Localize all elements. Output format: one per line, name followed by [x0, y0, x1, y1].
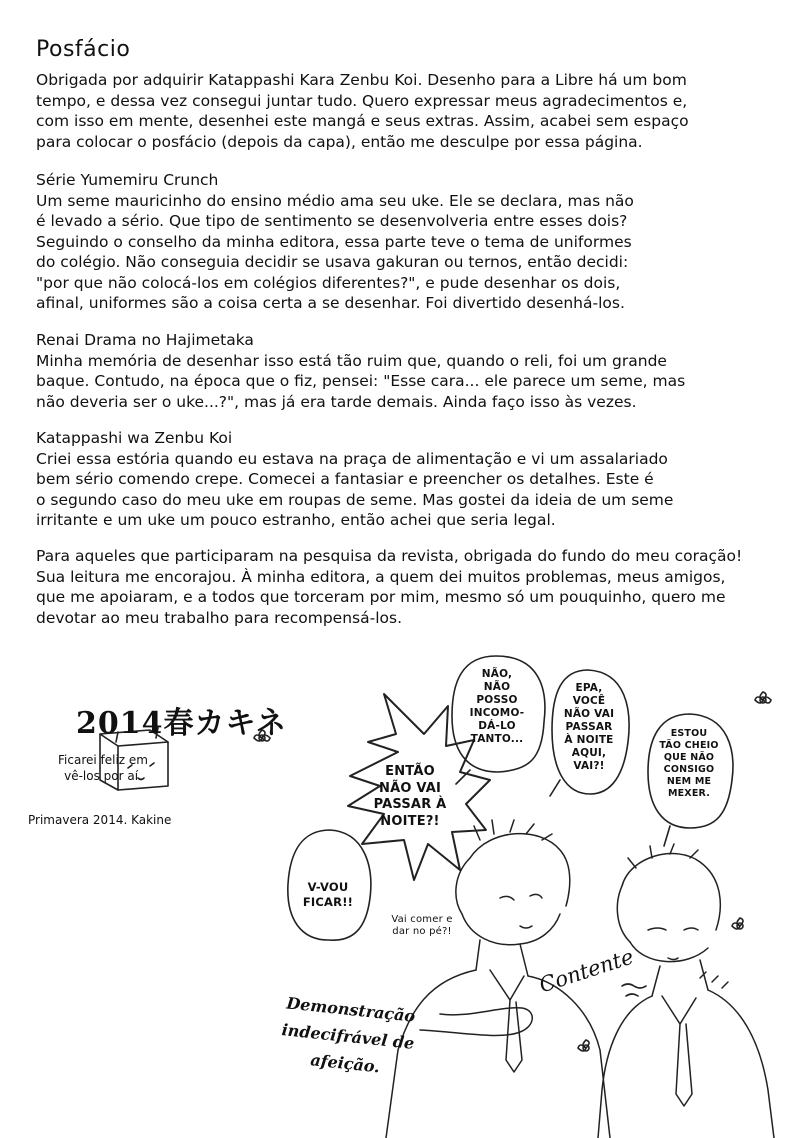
bubble-line: QUE NÃO	[663, 752, 715, 763]
aside-vai-comer	[382, 914, 462, 938]
thanks-line: Para aqueles que participaram na pesquisa da revista, obrigada do fundo do meu coração!	[36, 547, 743, 565]
section-heading: Katappashi wa Zenbu Koi	[36, 429, 233, 447]
flower-icon	[732, 918, 743, 929]
bubble-line: NÃO VAI	[563, 708, 615, 720]
bubble-line: AQUI,	[571, 747, 607, 759]
note-primavera: Primavera 2014. Kakine	[28, 813, 172, 827]
thanks-line: Sua leitura me encorajou. À minha editora, a quem dei muitos problemas, meus amigos,	[36, 567, 726, 586]
section-line: do colégio. Não conseguia decidir se usava gakuran ou ternos, então decidi:	[36, 253, 629, 271]
bubble-estou	[653, 728, 725, 800]
thanks-paragraph	[36, 546, 766, 628]
bubble-line: NEM ME	[666, 776, 712, 787]
bubble-line: NÃO VAI	[379, 780, 441, 796]
section-line: "por que não colocá-los em colégios diferentes?", e pude desenhar os dois,	[36, 273, 621, 292]
intro-line: para colocar o posfácio (depois da capa), então me desculpe por essa página.	[36, 132, 643, 151]
bubble-line: NÃO,	[481, 668, 513, 680]
bubble-line: ESTOU	[670, 728, 708, 739]
section-line: é levado a sério. Que tipo de sentimento se desenvolveria entre esses dois?	[36, 212, 628, 230]
bubble-nao	[462, 668, 532, 746]
manga-illustration	[0, 630, 800, 1138]
caption-line: indecifrável de	[280, 1020, 416, 1053]
bubble-line: À NOITE	[564, 734, 614, 746]
caption-line: Demonstração	[285, 993, 417, 1026]
section-heading: Série Yumemiru Crunch	[36, 171, 219, 189]
bubble-line: PASSAR	[565, 721, 613, 733]
aside-line: dar no pé?!	[392, 926, 452, 937]
thanks-line: devotar ao meu trabalho para recompensá-los.	[36, 608, 402, 627]
section-heading: Renai Drama no Hajimetaka	[36, 331, 254, 349]
intro-paragraph	[36, 70, 766, 152]
bubble-line: MEXER.	[667, 788, 711, 799]
bubble-line: NÃO	[483, 681, 511, 693]
bubble-line: VAI?!	[573, 760, 605, 772]
flower-icon	[755, 692, 771, 703]
caption-line: afeição.	[309, 1050, 381, 1077]
bubble-line: CONSIGO	[663, 764, 715, 775]
intro-line: tempo, e dessa vez consegui juntar tudo. Quero expressar meus agradecimentos e,	[36, 91, 688, 110]
section-line: Um seme mauricinho do ensino médio ama seu uke. Ele se declara, mas não	[36, 191, 634, 210]
bubble-line: INCOMO-	[469, 707, 525, 719]
bubble-entao	[360, 764, 460, 830]
character-uke	[598, 844, 774, 1138]
intro-line: com isso em mente, desenhei este mangá e seus extras. Assim, acabei sem espaço	[36, 112, 689, 130]
bubble-line: EPA,	[575, 682, 603, 694]
section-line: não deveria ser o uke...?", mas já era tarde demais. Ainda faço isso às vezes.	[36, 392, 637, 411]
flower-icon	[578, 1040, 589, 1051]
bubble-line: TANTO...	[470, 733, 524, 745]
section-line: baque. Contudo, na época que o fiz, pensei: "Esse cara... ele parece um seme, mas	[36, 372, 686, 390]
section-line: irritante e um uke um pouco estranho, então achei que seria legal.	[36, 511, 556, 529]
bubble-line: DÁ-LO	[478, 720, 516, 732]
bubble-line: FICAR!!	[302, 895, 354, 909]
signature-date-handwritten: 2014春カキネ	[76, 706, 287, 741]
note-feliz	[38, 752, 168, 784]
thanks-line: que me apoiaram, e a todos que torceram por mim, mesmo só um pouquinho, quero me	[36, 588, 726, 606]
section-line: Criei essa estória quando eu estava na praça de alimentação e vi um assalariado	[36, 449, 668, 468]
bubble-line: TÃO CHEIO	[659, 740, 719, 751]
bubble-line: NOITE?!	[380, 813, 440, 829]
bubble-line: V-VOU	[307, 880, 349, 894]
aside-line: Vai comer e	[391, 914, 453, 925]
sfx-contente: Contente	[536, 944, 637, 998]
section-line: bem sério comendo crepe. Comecei a fantasiar e preencher os detalhes. Este é	[36, 470, 654, 488]
caption-demonstracao	[264, 988, 432, 1085]
section-line: o segundo caso do meu uke em roupas de seme. Mas gostei da ideia de um seme	[36, 490, 674, 509]
section-yumemiru	[36, 170, 766, 314]
bubble-line: VOCÊ	[572, 695, 606, 707]
note-feliz-line: Ficarei feliz em	[58, 753, 148, 767]
bubble-vvou	[292, 880, 364, 910]
bubble-epa	[558, 682, 620, 773]
section-katappashi	[36, 428, 766, 531]
bubble-line: ENTÃO	[385, 764, 435, 779]
page-title: Posfácio	[36, 36, 131, 62]
section-renai	[36, 330, 766, 412]
intro-line: Obrigada por adquirir Katappashi Kara Zenbu Koi. Desenho para a Libre há um bom	[36, 71, 687, 89]
section-line: Seguindo o conselho da minha editora, essa parte teve o tema de uniformes	[36, 232, 632, 251]
section-line: afinal, uniformes são a coisa certa a se desenhar. Foi divertido desenhá-los.	[36, 294, 625, 312]
bubble-line: POSSO	[476, 694, 518, 706]
note-feliz-line: vê-los por aí.	[64, 769, 142, 783]
bubble-line: PASSAR À	[373, 797, 447, 812]
section-line: Minha memória de desenhar isso está tão ruim que, quando o reli, foi um grande	[36, 351, 667, 370]
